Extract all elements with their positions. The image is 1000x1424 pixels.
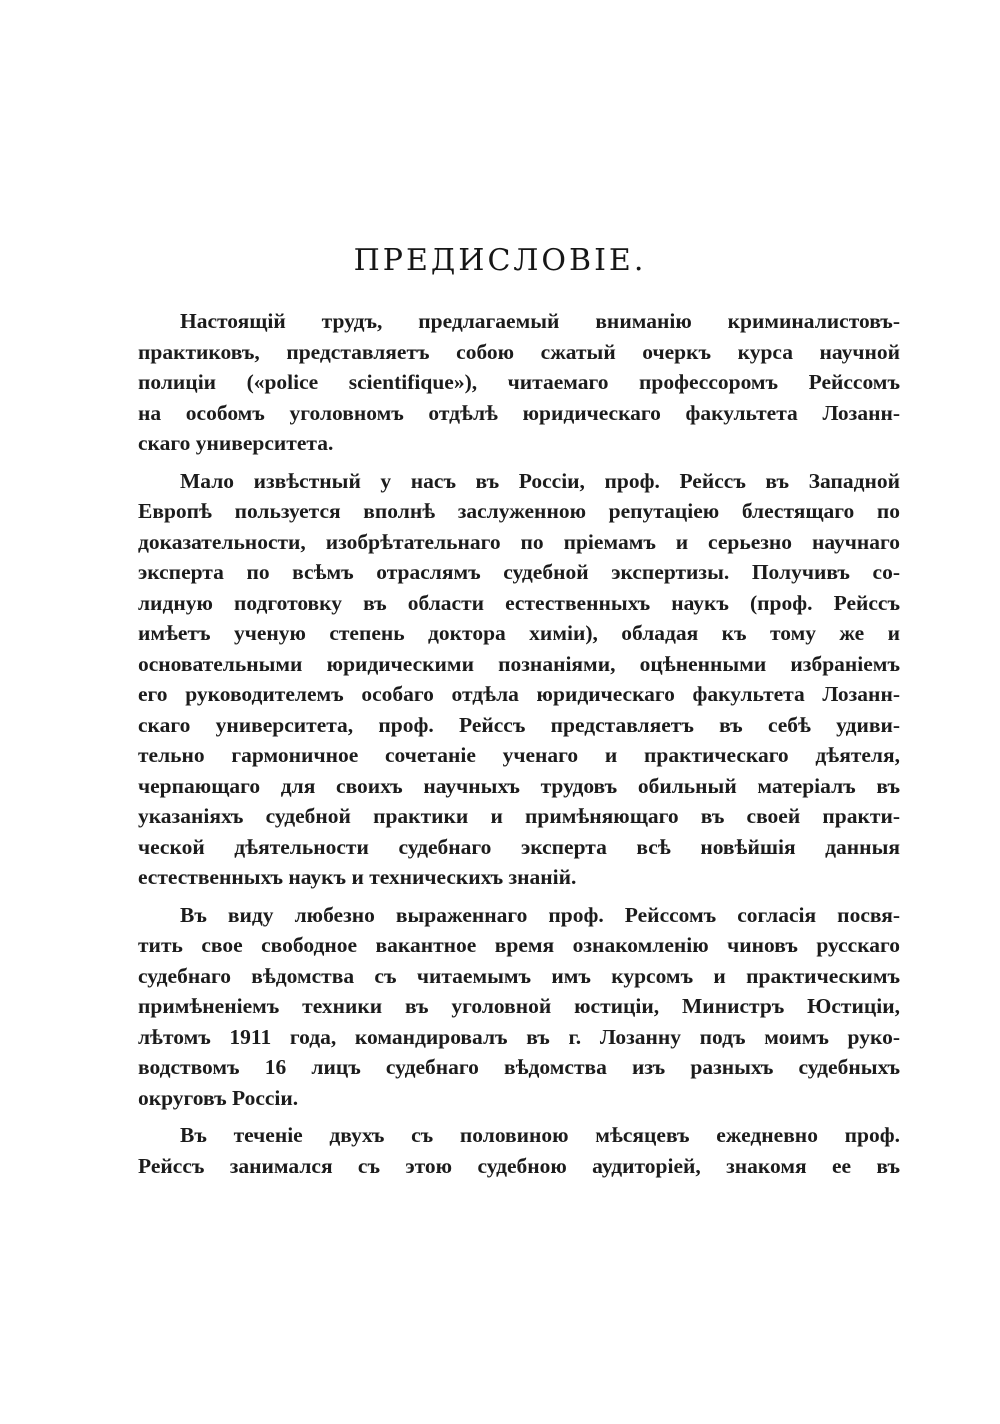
paragraph-3 xyxy=(138,900,900,1114)
text-line: Въ теченіе двухъ съ половиною мѣсяцевъ ежедневно проф. xyxy=(180,1123,900,1147)
text-line: на особомъ уголовномъ отдѣлѣ юридическаго факультета Лозанн- xyxy=(138,400,900,425)
text-line: эксперта по всѣмъ отраслямъ судебной экспертизы. Получивъ со- xyxy=(138,560,900,584)
body-text xyxy=(138,306,900,1181)
text-line: примѣненіемъ техники въ уголовной юстиціи, Министръ Юстиціи, xyxy=(138,994,900,1018)
text-line: черпающаго для своихъ научныхъ трудовъ обильный матеріалъ въ xyxy=(138,773,900,798)
text-line: указаніяхъ судебной практики и примѣняющаго въ своей практи- xyxy=(138,804,900,828)
text-line: Настоящій трудъ, предлагаемый вниманію криминалистовъ- xyxy=(180,309,900,333)
paragraph-4 xyxy=(138,1120,900,1181)
paragraph-1 xyxy=(138,306,900,459)
text-line: полиціи («police scientifique»), читаемаго профессоромъ Рейссомъ xyxy=(138,370,900,394)
text-line: основательными юридическими познаніями, оцѣненными избраніемъ xyxy=(138,651,900,676)
text-line: тить свое свободное вакантное время ознакомленію чиновъ русскаго xyxy=(138,933,900,957)
text-line: практиковъ, представляетъ собою сжатый очеркъ курса научной xyxy=(138,339,900,364)
text-line: ческой дѣятельности судебнаго эксперта всѣ новѣйшія данныя xyxy=(138,834,900,859)
text-line: лидную подготовку въ области естественныхъ наукъ (проф. Рейссъ xyxy=(138,590,900,615)
text-line: водствомъ 16 лицъ судебнаго вѣдомства изъ разныхъ судебныхъ xyxy=(138,1055,900,1079)
text-line: округовъ Россіи. xyxy=(138,1085,299,1110)
text-line: Мало извѣстный у насъ въ Россіи, проф. Рейссъ въ Западной xyxy=(180,468,900,493)
text-line: Рейссъ занимался съ этою судебною аудиторіей, знакомя ее въ xyxy=(138,1153,900,1178)
paragraph-2 xyxy=(138,466,900,893)
text-line: тельно гармоничное сочетаніе ученаго и практическаго дѣятеля, xyxy=(138,743,900,767)
text-line: имѣетъ ученую степень доктора химіи), обладая къ тому же и xyxy=(138,621,900,645)
page-title: ПРЕДИСЛОВІЕ. xyxy=(353,243,647,278)
text-line: Въ виду любезно выраженнаго проф. Рейссомъ согласія посвя- xyxy=(180,902,900,927)
text-line: его руководителемъ особаго отдѣла юридическаго факультета Лозанн- xyxy=(138,682,900,706)
text-line: Европѣ пользуется вполнѣ заслуженною репутаціею блестящаго по xyxy=(138,499,900,523)
text-line: судебнаго вѣдомства съ читаемымъ имъ курсомъ и практическимъ xyxy=(138,963,900,988)
text-line: скаго университета, проф. Рейссъ представляетъ въ себѣ удиви- xyxy=(138,712,900,737)
text-line: доказательности, изобрѣтательнаго по пріемамъ и серьезно научнаго xyxy=(138,529,900,554)
text-line: скаго университета. xyxy=(138,431,334,455)
text-line: лѣтомъ 1911 года, командировалъ въ г. Лозанну подъ моимъ руко- xyxy=(138,1024,900,1049)
text-line: естественныхъ наукъ и техническихъ знаній. xyxy=(138,865,577,889)
